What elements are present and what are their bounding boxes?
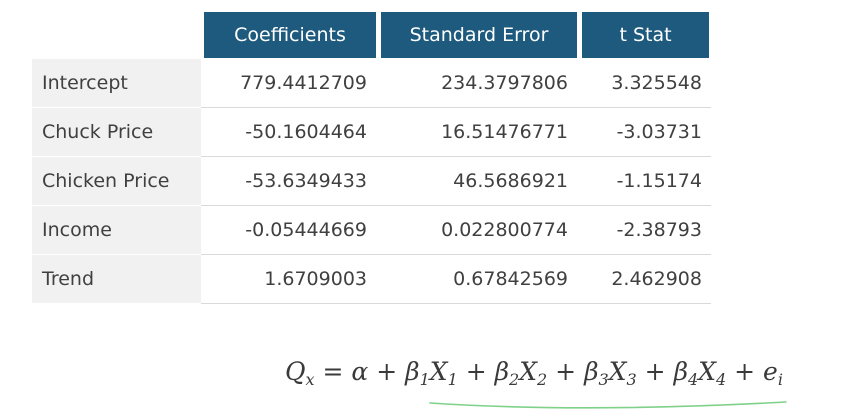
t-stat-value: 3.325548: [611, 72, 702, 94]
header-t-stat: t Stat: [582, 12, 709, 58]
coefficient-value: -53.6349433: [245, 170, 367, 192]
row-label: Chuck Price: [32, 108, 201, 156]
row-label: Chicken Price: [32, 157, 201, 205]
header-standard-error: Standard Error: [381, 12, 577, 58]
standard-error-value: 16.51476771: [441, 121, 568, 143]
t-stat-value: 2.462908: [611, 268, 702, 290]
t-stat-value: -1.15174: [616, 170, 702, 192]
standard-error-value: 0.67842569: [453, 268, 568, 290]
regression-equation: $Q_x = \alpha + \beta_1X_1 + \beta_2X_2 + \beta_3X_3 + \beta_4X_4 + e_i$: [285, 357, 783, 389]
t-stat-value: -3.03731: [616, 121, 702, 143]
standard-error-value: 234.3797806: [441, 72, 568, 94]
standard-error-value: 46.5686921: [453, 170, 568, 192]
coefficient-value: 779.4412709: [240, 72, 367, 94]
coefficient-value: 1.6709003: [264, 268, 367, 290]
standard-error-value: 0.022800774: [441, 219, 568, 241]
coefficient-value: -50.1604464: [245, 121, 367, 143]
header-coefficients: Coefficients: [204, 12, 376, 58]
t-stat-value: -2.38793: [616, 219, 702, 241]
coefficient-value: -0.05444669: [245, 219, 367, 241]
row-label: Intercept: [32, 59, 201, 107]
row-label: Trend: [32, 255, 201, 303]
row-label: Income: [32, 206, 201, 254]
